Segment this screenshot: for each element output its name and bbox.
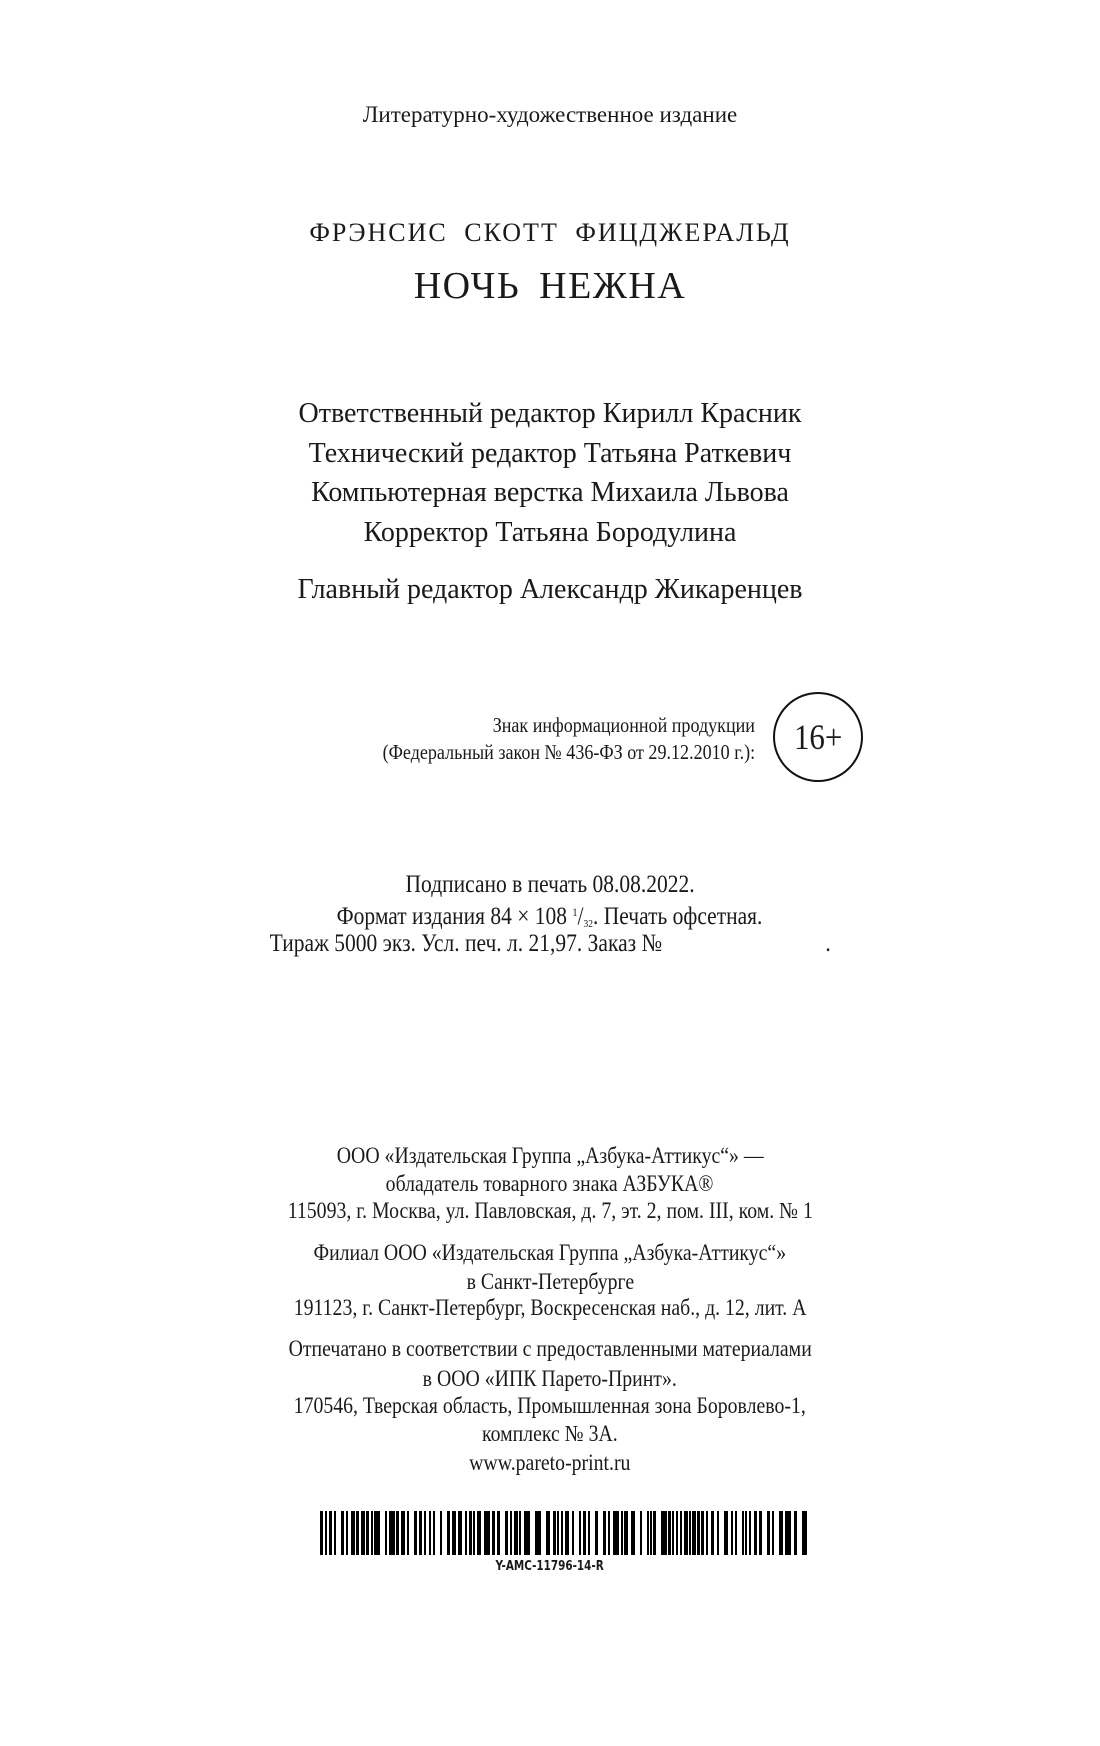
printer-address: 170546, Тверская область, Промышленная зона Боровлево-1, xyxy=(293,1393,807,1418)
barcode-bar xyxy=(396,1511,399,1555)
barcode-bar xyxy=(767,1511,770,1555)
barcode-bar xyxy=(320,1511,323,1555)
barcode-bar xyxy=(613,1511,619,1555)
barcode-bar xyxy=(706,1511,708,1555)
barcode-bar xyxy=(785,1511,791,1555)
barcode-bar xyxy=(452,1511,456,1555)
barcode-bar xyxy=(689,1511,691,1555)
barcode-bar xyxy=(429,1511,431,1555)
barcode-bar xyxy=(419,1511,422,1555)
age-rating: 16+ xyxy=(793,717,843,757)
barcode-bar xyxy=(735,1511,737,1555)
barcode-bar xyxy=(779,1511,783,1555)
barcode-bar xyxy=(356,1511,359,1555)
credit-line: Корректор Татьяна Бородулина xyxy=(363,517,737,548)
run-end: . xyxy=(825,930,831,957)
barcode-bar xyxy=(579,1511,581,1555)
barcode-bar xyxy=(346,1511,348,1555)
barcode-bar xyxy=(640,1511,642,1555)
book-title: НОЧЬ НЕЖНА xyxy=(413,265,687,307)
printer-line: в ООО «ИПК Парето-Принт». xyxy=(422,1366,678,1391)
barcode-bar xyxy=(749,1511,751,1555)
printer-address: комплекс № 3А. xyxy=(482,1421,618,1446)
format-den: 32 xyxy=(584,918,594,930)
branch-address: 191123, г. Санкт-Петербург, Воскресенская наб., д. 12, лит. А xyxy=(293,1295,807,1320)
barcode-bar xyxy=(588,1511,590,1555)
barcode-bar xyxy=(361,1511,365,1555)
signed-text: Подписано в печать 08.08.2022. xyxy=(405,871,695,898)
barcode-bar xyxy=(414,1511,417,1555)
barcode-bar xyxy=(477,1511,481,1555)
edition-type: Литературно-художественное издание xyxy=(362,102,738,127)
barcode-bar xyxy=(334,1511,336,1555)
barcode-bar xyxy=(565,1511,569,1555)
imprint-format: Формат издания 84 × 108 $^1/_{32}$. Печать офсетная. xyxy=(337,903,763,930)
imprint-run xyxy=(0,931,1100,956)
author-name: ФРЭНСИС СКОТТ ФИЦДЖЕРАЛЬД xyxy=(309,218,791,247)
barcode-bar xyxy=(401,1511,405,1555)
barcode-bar xyxy=(624,1511,628,1555)
printer-website: www.pareto-print.ru xyxy=(469,1450,631,1475)
barcode-bar xyxy=(557,1511,559,1555)
imprint-signed xyxy=(0,872,1100,897)
barcode-bar xyxy=(745,1511,747,1555)
publisher-line: ООО «Издательская Группа „Азбука-Аттикус“» — xyxy=(336,1143,764,1168)
barcode-bar xyxy=(433,1511,435,1555)
chief-editor: Главный редактор Александр Жикаренцев xyxy=(297,574,803,605)
barcode-bar xyxy=(366,1511,369,1555)
barcode-bar xyxy=(794,1511,797,1555)
barcode-bar xyxy=(553,1511,556,1555)
barcode-bar xyxy=(759,1511,762,1555)
barcode-bar xyxy=(371,1511,373,1555)
barcode-bar xyxy=(692,1511,696,1555)
barcode-bar xyxy=(631,1511,635,1555)
barcode-bar xyxy=(724,1511,728,1555)
format-text: Формат издания 84 × 108 xyxy=(337,903,573,930)
barcode-bar xyxy=(653,1511,656,1555)
barcode-bar xyxy=(492,1511,495,1555)
barcode-bar xyxy=(484,1511,490,1555)
barcode-bar xyxy=(650,1511,652,1555)
barcode-bar xyxy=(672,1511,674,1555)
barcode-bar xyxy=(684,1511,688,1555)
barcode-bar xyxy=(701,1511,704,1555)
credit-line: Ответственный редактор Кирилл Красник xyxy=(298,398,802,429)
barcode-bar xyxy=(546,1511,550,1555)
barcode-bar xyxy=(465,1511,467,1555)
barcode-bar xyxy=(668,1511,671,1555)
barcode-bar xyxy=(583,1511,586,1555)
barcode-bar xyxy=(519,1511,521,1555)
printer-line: Отпечатано в соответствии с предоставленными материалами xyxy=(288,1336,812,1361)
barcode-bar xyxy=(676,1511,678,1555)
run-text: Тираж 5000 экз. Усл. печ. л. 21,97. Заказ № xyxy=(269,930,662,957)
branch-line: в Санкт-Петербурге xyxy=(466,1269,634,1294)
barcode-bar xyxy=(802,1511,807,1555)
barcode-bar xyxy=(595,1511,598,1555)
barcode-bar xyxy=(469,1511,472,1555)
age-sign-line2: (Федеральный закон № 436-ФЗ от 29.12.2010 г.): xyxy=(382,740,755,764)
barcode-bar xyxy=(505,1511,508,1555)
barcode-bar xyxy=(572,1511,574,1555)
barcode-bar xyxy=(535,1511,541,1555)
barcode-bar xyxy=(608,1511,610,1555)
barcode-bar xyxy=(772,1511,774,1555)
barcode-bar xyxy=(440,1511,442,1555)
barcode-bar xyxy=(647,1511,649,1555)
barcode-bar xyxy=(680,1511,682,1555)
barcode-bar xyxy=(603,1511,606,1555)
publisher-address: 115093, г. Москва, ул. Павловская, д. 7, эт. 2, пом. III, ком. № 1 xyxy=(287,1198,813,1223)
barcode-bar xyxy=(561,1511,563,1555)
barcode-bar xyxy=(697,1511,700,1555)
barcode-bar xyxy=(754,1511,757,1555)
barcode-bar xyxy=(711,1511,714,1555)
barcode-bar xyxy=(447,1511,450,1555)
barcode-bar xyxy=(341,1511,344,1555)
barcode-bar xyxy=(661,1511,667,1555)
format-num: 1 xyxy=(572,905,579,919)
barcode-bar xyxy=(325,1511,327,1555)
barcode-label: Y-AMC-11796-14-R xyxy=(495,1559,605,1574)
barcode-bar xyxy=(407,1511,409,1555)
barcode xyxy=(320,1511,807,1555)
barcode-bar xyxy=(742,1511,744,1555)
age-sign-text xyxy=(250,712,755,766)
barcode-bar xyxy=(621,1511,623,1555)
barcode-bar xyxy=(717,1511,719,1555)
barcode-bar xyxy=(374,1511,380,1555)
barcode-bar xyxy=(473,1511,475,1555)
barcode-bar xyxy=(389,1511,395,1555)
barcode-bar xyxy=(510,1511,512,1555)
barcode-bar xyxy=(524,1511,530,1555)
barcode-bar xyxy=(329,1511,332,1555)
barcode-bar xyxy=(514,1511,518,1555)
barcode-bar xyxy=(385,1511,387,1555)
barcode-bar xyxy=(458,1511,462,1555)
barcode-bar xyxy=(424,1511,426,1555)
credit-line: Компьютерная верстка Михаила Львова xyxy=(311,477,789,508)
barcode-bar xyxy=(497,1511,500,1555)
credit-line: Технический редактор Татьяна Раткевич xyxy=(308,438,792,469)
age-rating-badge xyxy=(773,692,863,782)
barcode-bar xyxy=(731,1511,733,1555)
format-suffix: . Печать офсетная. xyxy=(593,903,763,930)
publisher-line: обладатель товарного знака АЗБУКА® xyxy=(386,1171,714,1196)
barcode-bar xyxy=(351,1511,355,1555)
age-sign-line1: Знак информационной продукции xyxy=(492,713,755,737)
branch-line: Филиал ООО «Издательская Группа „Азбука-Аттикус“» xyxy=(313,1240,787,1265)
